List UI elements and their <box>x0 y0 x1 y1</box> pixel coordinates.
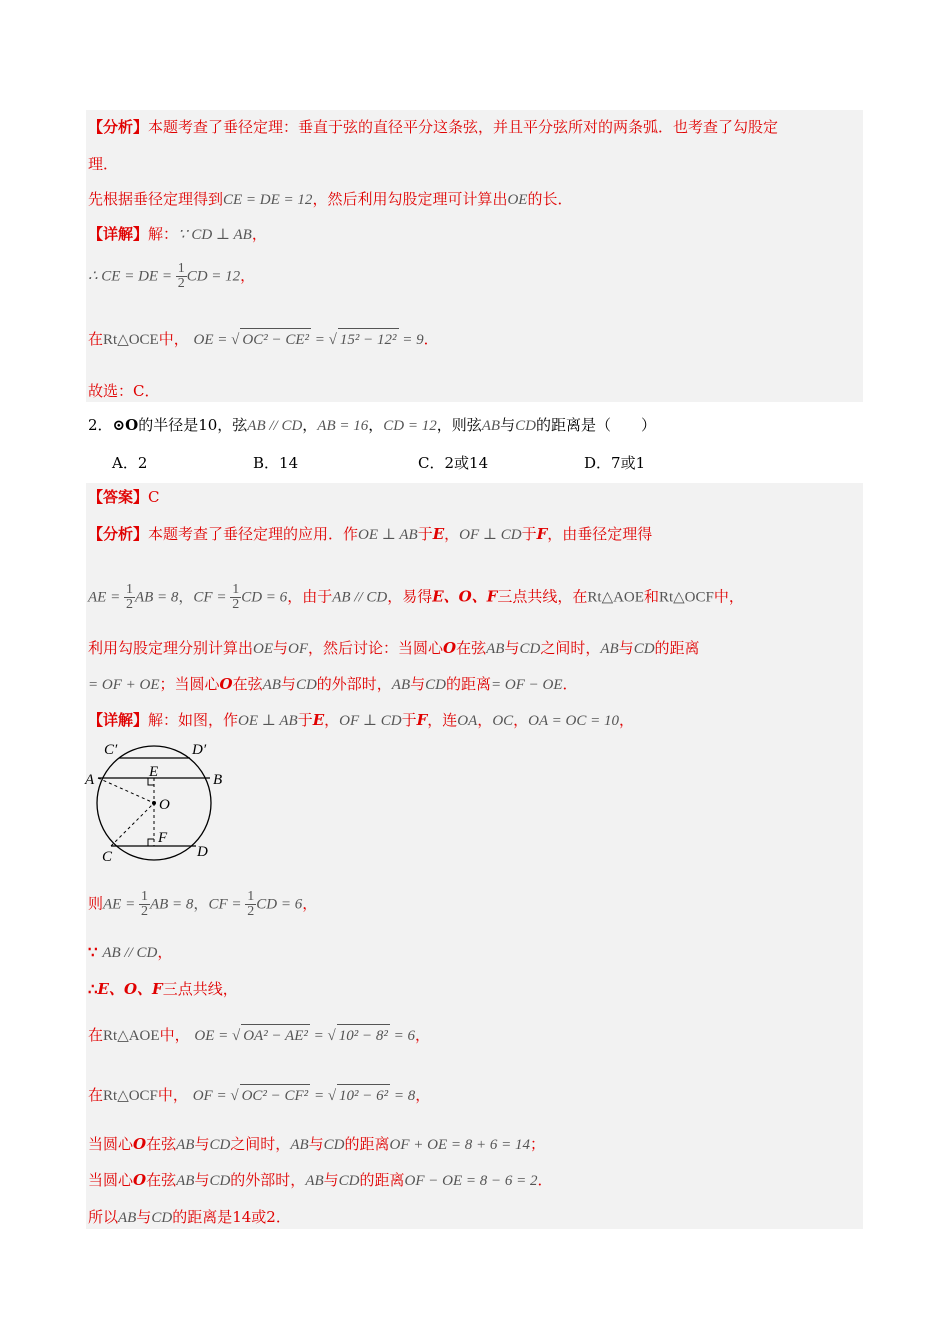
text: 与 <box>194 1135 210 1153</box>
text: 所以 <box>88 1208 119 1226</box>
q1-detail-line-1 <box>88 223 267 246</box>
math: CD = 12 <box>186 268 241 285</box>
math: OA <box>457 713 478 729</box>
math: OE = <box>194 1028 232 1044</box>
text: 的半径是10，弦 <box>138 416 248 434</box>
answer-value: C <box>148 488 160 506</box>
text: 解： <box>148 225 179 243</box>
math: E、O、F <box>97 980 163 998</box>
math: 10² − 8² <box>337 1024 390 1047</box>
q1-solution-panel <box>86 110 863 402</box>
segment-oa <box>98 778 154 803</box>
text: 与 <box>136 1208 152 1226</box>
text: 故选：C． <box>88 382 160 400</box>
math: O <box>443 639 457 657</box>
q1-analysis-line-3 <box>88 188 572 211</box>
text: 理． <box>88 155 119 173</box>
text: ，易得 <box>387 587 433 606</box>
label-d: D <box>197 844 208 860</box>
math: = 8 <box>390 1088 416 1104</box>
text: 和 <box>643 587 659 606</box>
text: 于 <box>521 525 537 543</box>
text: ， <box>157 943 173 961</box>
text: ，由垂径定理得 <box>547 525 653 543</box>
math: OE <box>507 192 528 208</box>
label-a: A <box>85 772 95 788</box>
q2-option-a: A．2 <box>112 454 148 472</box>
math: AB // CD <box>332 589 388 606</box>
math: ⊙O <box>112 416 139 434</box>
math: OC² − CF² <box>240 1084 311 1107</box>
math: OE ⊥ AB <box>238 713 298 729</box>
math: Rt△OCF <box>103 1088 158 1104</box>
label-f: F <box>158 830 168 846</box>
text: 中， <box>159 1026 190 1044</box>
text: ，然后讨论：当圆心 <box>308 639 444 657</box>
right-angle-f <box>148 839 154 846</box>
text: 与 <box>410 675 426 693</box>
math: E、O、F <box>432 587 498 606</box>
math: OF + OE = 8 + 6 = 14 <box>389 1137 530 1153</box>
label-c-prime: C′ <box>104 742 118 758</box>
answer-tag: 【答案】 <box>88 488 149 506</box>
text: ， <box>368 416 384 434</box>
math: CD <box>209 1173 231 1189</box>
q1-detail-line-2 <box>88 262 255 291</box>
text: ， <box>513 711 529 729</box>
text: 三点共线，在 <box>497 587 588 606</box>
math: AB <box>391 677 411 693</box>
frac-num: 1 <box>177 261 185 276</box>
q2-stem <box>88 414 656 437</box>
text: 利用勾股定理分别计算出 <box>88 639 254 657</box>
math: Rt△AOE <box>103 1028 160 1044</box>
q2-option-b: B．14 <box>253 454 299 472</box>
math: ∴ CE = DE = <box>88 268 176 285</box>
q1-answer-line <box>88 380 159 402</box>
text: 本题考查了垂径定理的应用．作 <box>148 525 359 543</box>
text: 解：如图，作 <box>148 711 239 729</box>
math: CF = <box>193 589 231 606</box>
question-number: 2． <box>88 416 113 434</box>
math: OF − OE = 8 − 6 = 2 <box>404 1173 538 1189</box>
frac-num: 1 <box>140 889 148 904</box>
math: AB <box>118 1210 137 1226</box>
text: 在 <box>88 1086 104 1104</box>
text: ， <box>444 525 460 543</box>
math: O <box>133 1171 147 1189</box>
math: OF ⊥ CD <box>339 713 402 729</box>
math: CD = 6 <box>256 896 303 913</box>
math: = OF − OE <box>491 677 563 693</box>
math: CD = 6 <box>241 589 288 606</box>
text: 与 <box>500 416 516 434</box>
math: CD = 12 <box>383 418 437 434</box>
text: ， <box>251 225 267 243</box>
label-e: E <box>149 764 159 780</box>
circle-figure <box>84 738 234 868</box>
text: ；当圆心 <box>159 675 220 693</box>
q2-detail-line-1 <box>88 709 634 732</box>
text: 先根据垂径定理得到 <box>88 190 224 208</box>
math: = <box>309 1028 328 1044</box>
label-o: O <box>159 797 170 813</box>
math: CE = DE = 12 <box>223 192 313 208</box>
text: ，由于 <box>287 587 333 606</box>
q2-analysis-line-1 <box>88 523 652 546</box>
q2-option-d: D．7或1 <box>584 454 646 472</box>
math: CD <box>209 1137 231 1153</box>
math: CF = <box>208 896 246 913</box>
math: OF ⊥ CD <box>459 527 522 543</box>
text: ， <box>302 416 318 434</box>
text: 本题考查了垂径定理：垂直于弦的直径平分这条弦，并且平分弦所对的两条弧．也考查了勾股定 <box>148 118 779 136</box>
frac-den: 2 <box>247 904 255 919</box>
math: OA = OC = 10 <box>528 713 619 729</box>
math: = <box>311 332 329 348</box>
math: AB <box>176 1137 195 1153</box>
q2-analysis-line-2 <box>88 583 744 612</box>
math: CD <box>338 1173 360 1189</box>
text: 之间时， <box>540 639 601 657</box>
text: ． <box>562 675 578 693</box>
math: OF <box>288 641 309 657</box>
frac-num: 1 <box>247 889 255 904</box>
math: OC² − CE² <box>240 328 311 351</box>
math: AB // CD <box>102 945 158 961</box>
q2-detail-case-1 <box>88 1133 545 1156</box>
fraction <box>176 262 187 291</box>
text: 当圆心 <box>88 1135 134 1153</box>
text: ． <box>537 1171 553 1189</box>
math: Rt△OCE <box>103 332 159 348</box>
q1-analysis-line-1 <box>88 116 778 138</box>
text: ，然后利用勾股定理可计算出 <box>312 190 508 208</box>
frac-num: 1 <box>232 582 240 597</box>
math: AB <box>481 418 501 434</box>
math: CD <box>633 641 655 657</box>
text: 中， <box>158 330 189 348</box>
math: O <box>219 675 233 693</box>
fraction <box>230 583 241 612</box>
math: = OF + OE <box>88 677 160 693</box>
math: OE = <box>193 332 232 348</box>
frac-den: 2 <box>232 597 240 612</box>
because-symbol: ∵ <box>88 943 98 961</box>
text: ， <box>302 894 318 913</box>
math: CD <box>295 677 317 693</box>
text: 与 <box>323 1171 339 1189</box>
math: AB <box>600 641 619 657</box>
math: CD <box>425 677 446 693</box>
math: OE <box>253 641 274 657</box>
math: ∵ CD ⊥ AB <box>178 227 252 243</box>
math: AE = <box>88 589 124 606</box>
text: 中， <box>157 1086 188 1104</box>
text: ； <box>530 1135 546 1153</box>
math: AE = <box>103 896 139 913</box>
q2-detail-then <box>88 890 317 919</box>
math: F <box>416 711 428 729</box>
frac-num: 1 <box>125 582 133 597</box>
math: CD <box>515 418 536 434</box>
center-point <box>152 801 156 805</box>
math: AB <box>486 641 505 657</box>
text: 在弦 <box>146 1171 177 1189</box>
text: 在 <box>88 330 104 348</box>
analysis-tag: 【分析】 <box>88 118 149 136</box>
math: 15² − 12² <box>338 328 399 351</box>
math: 10² − 6² <box>337 1084 390 1107</box>
text: 在弦 <box>232 675 263 693</box>
q2-analysis-line-4 <box>88 673 578 696</box>
math: OA² − AE² <box>241 1024 310 1047</box>
text: 与 <box>273 639 289 657</box>
q2-option-c: C．2或14 <box>418 454 489 472</box>
q2-detail-of: 在Rt△OCF中， OF = √ OC² − CF² = √ 10² − 6² = 8， <box>88 1084 430 1107</box>
text: ， <box>324 711 340 729</box>
detail-tag: 【详解】 <box>88 225 149 243</box>
math: AB <box>305 1173 324 1189</box>
math: OE ⊥ AB <box>358 527 418 543</box>
text: 的距离 <box>654 639 700 657</box>
text: 于 <box>401 711 417 729</box>
text: 在弦 <box>456 639 487 657</box>
text: 三点共线， <box>162 980 238 998</box>
text: 之间时， <box>230 1135 291 1153</box>
q2-analysis-line-3 <box>88 637 700 660</box>
frac-den: 2 <box>177 276 185 291</box>
frac-den: 2 <box>140 904 148 919</box>
label-c: C <box>102 849 113 865</box>
math: OC <box>492 713 514 729</box>
text: 的距离是14或2． <box>172 1208 291 1226</box>
text: ， <box>415 1086 431 1104</box>
math: Rt△AOE <box>587 589 644 606</box>
math: = 6 <box>389 1028 415 1044</box>
text: ，连 <box>427 711 458 729</box>
q2-detail-because <box>88 941 172 964</box>
math: CD <box>519 641 541 657</box>
text: 的长． <box>527 190 573 208</box>
q2-conclusion <box>88 1206 291 1229</box>
math: AB // CD <box>247 418 303 434</box>
text: 于 <box>417 525 433 543</box>
text: 的距离 <box>359 1171 405 1189</box>
text: 的距离 <box>445 675 491 693</box>
text: 的外部时， <box>230 1171 306 1189</box>
math: O <box>133 1135 147 1153</box>
text: 与 <box>194 1171 210 1189</box>
math: AB <box>262 677 281 693</box>
math: E <box>432 525 445 543</box>
fraction <box>124 583 135 612</box>
math: AB <box>290 1137 309 1153</box>
q2-detail-oe: 在Rt△AOE中， OE = √ OA² − AE² = √ 10² − 8² = 6， <box>88 1024 430 1047</box>
label-b: B <box>213 772 223 788</box>
text: 与 <box>280 675 296 693</box>
text: ，则弦 <box>436 416 482 434</box>
therefore-symbol: ∴ <box>88 980 98 998</box>
math: = 9 <box>398 332 424 348</box>
math: OF = <box>192 1088 231 1104</box>
analysis-tag: 【分析】 <box>88 525 149 543</box>
text: ． <box>423 330 439 348</box>
text: 的距离是（ ） <box>535 416 656 434</box>
math: AB = 16 <box>317 418 369 434</box>
text: 则 <box>88 894 104 913</box>
math: ， <box>178 589 194 606</box>
math: CD <box>151 1210 173 1226</box>
text: 与 <box>618 639 634 657</box>
text: 中， <box>713 587 744 606</box>
text: ， <box>240 266 256 285</box>
math: Rt△OCF <box>658 589 714 606</box>
text: ， <box>415 1026 431 1044</box>
math: E <box>312 711 325 729</box>
text: ， <box>618 711 634 729</box>
math: AB <box>176 1173 195 1189</box>
math: AB = 8 <box>149 896 194 913</box>
frac-den: 2 <box>125 597 133 612</box>
q2-detail-case-2 <box>88 1169 553 1192</box>
math: CD <box>323 1137 345 1153</box>
math: F <box>536 525 548 543</box>
math: ， <box>193 896 209 913</box>
text: 与 <box>504 639 520 657</box>
text: 的距离 <box>344 1135 390 1153</box>
q2-answer-line <box>88 486 160 508</box>
text: 在 <box>88 1026 104 1044</box>
detail-tag: 【详解】 <box>88 711 149 729</box>
fraction <box>245 890 256 919</box>
math: AB = 8 <box>134 589 179 606</box>
text: 在弦 <box>146 1135 177 1153</box>
text: 于 <box>297 711 313 729</box>
text: 的外部时， <box>316 675 392 693</box>
label-d-prime: D′ <box>192 742 207 758</box>
q1-detail-line-3: 在Rt△OCE中， OE = √ OC² − CE² = √ 15² − 12² = 9． <box>88 328 439 351</box>
math: = <box>310 1088 328 1104</box>
q1-analysis-line-2 <box>88 153 118 175</box>
text: 当圆心 <box>88 1171 134 1189</box>
text: ， <box>477 711 493 729</box>
q2-detail-therefore <box>88 978 238 1000</box>
text: 与 <box>308 1135 324 1153</box>
fraction <box>139 890 150 919</box>
